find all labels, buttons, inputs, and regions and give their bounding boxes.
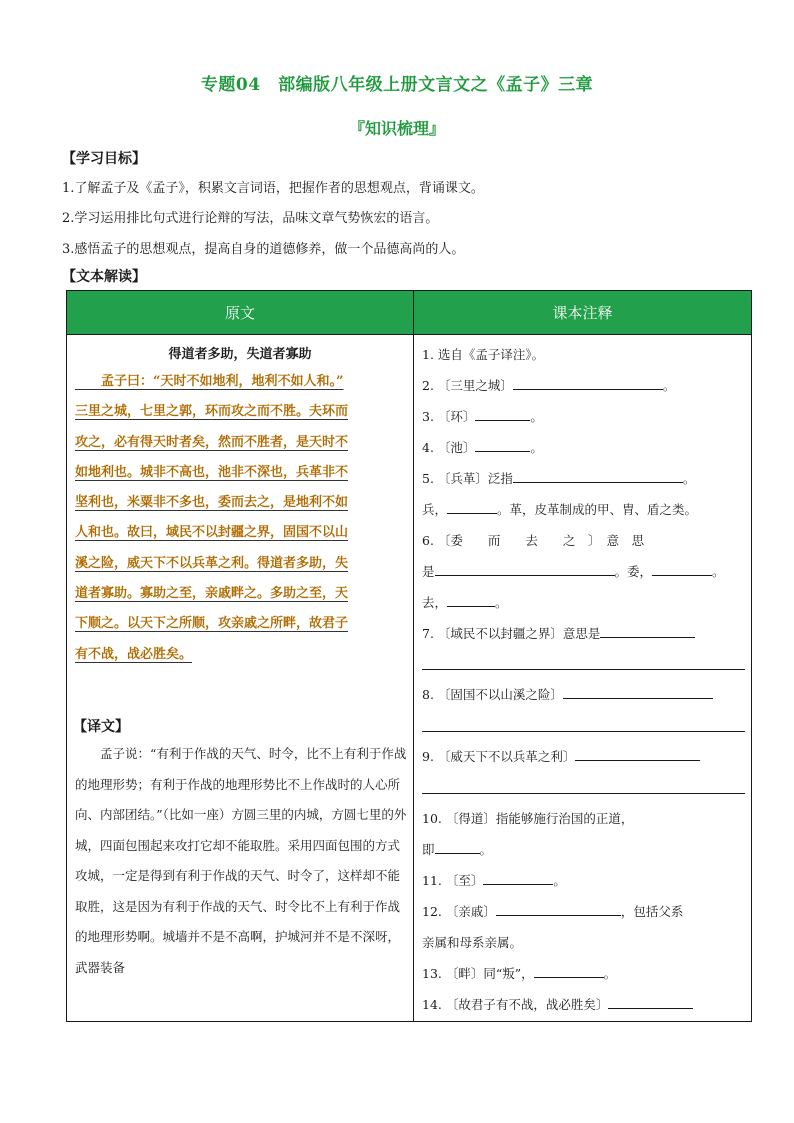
note-5: 5. 〔兵革〕泛指 。 <box>422 471 696 486</box>
passage-line: 坚利也，米粟非不多也，委而去之，是地利不如 <box>75 495 349 511</box>
objective-3: 3.感悟孟子的思想观点，提高自身的道德修养，做一个品德高尚的人。 <box>62 242 465 257</box>
notes-cell <box>414 335 752 1022</box>
page-subtitle: 『知识梳理』 <box>348 119 445 138</box>
note-10-cont: 即 。 <box>422 842 493 857</box>
note-13: 13. 〔畔〕同“叛”， 。 <box>422 966 617 981</box>
note-12-cont: 亲属和母系亲属。 <box>422 935 523 950</box>
note-14: 14. 〔故君子有不战，战必胜矣〕 <box>422 995 747 1013</box>
note-6-cont: 是 。委， 。 <box>422 564 725 579</box>
passage-line: 溪之险，威天下不以兵革之利。得道者多助，失 <box>75 555 349 571</box>
note-4: 4. 〔池〕 。 <box>422 440 543 455</box>
passage-title: 得道者多助，失道者寡助 <box>168 347 312 362</box>
passage-line: 如地利也。城非不高也，池非不深也，兵革非不 <box>75 464 349 480</box>
passage-line: 孟子曰：“天时不如地利，地利不如人和。” <box>75 374 344 389</box>
passage-line: 有不战，战必胜矣。 <box>75 646 193 662</box>
objective-1: 1.了解孟子及《孟子》，积累文言词语，把握作者的思想观点，背诵课文。 <box>62 181 484 196</box>
note-11: 11. 〔至〕 。 <box>422 873 566 888</box>
note-10: 10. 〔得道〕指能够施行治国的正道， <box>422 811 634 826</box>
col-notes-header: 课本注释 <box>414 291 752 335</box>
passage-line: 道者寡助。寡助之至，亲戚畔之。多助之至，天 <box>75 586 349 602</box>
objective-2: 2.学习运用排比句式进行论辩的写法，品味文章气势恢宏的语言。 <box>62 211 439 226</box>
translation-label: 【译文】 <box>73 719 129 735</box>
original-cell <box>67 335 414 1022</box>
translation-text: 孟子说：“有利于作战的天气、时令，比不上有利于作战的地理形势；有利于作战的地理形势比不上作战时的人心所向、内部团结。”（比如一座）方圆三里的内城，方圆七里的外城，四面包围起来攻打它却不能取胜。采用四面包围的方式攻城，一定是得到有利于作战的天气、时令了，这样却不能取胜，这是因为有利于作战的天气、时令比不上有利于作战的地理形势啊。城墙并不是不高啊，护城河并不是不深呀，武器装备 <box>75 746 407 975</box>
passage-line: 攻之，必有得天时者矣，然而不胜者，是天时不 <box>75 434 349 450</box>
answer-line <box>422 669 745 670</box>
reading-table <box>66 290 752 1022</box>
note-5-cont: 兵， 。革，皮革制成的甲、胄、盾之类。 <box>422 502 698 517</box>
note-6-cont2: 去， 。 <box>422 595 508 610</box>
note-12: 12. 〔亲戚〕 ，包括父系 <box>422 904 684 919</box>
objectives-heading: 【学习目标】 <box>62 151 146 167</box>
page-title: 专题04 部编版八年级上册文言文之《孟子》三章 <box>200 75 594 95</box>
note-2: 2. 〔三里之城〕 。 <box>422 378 676 393</box>
answer-line <box>422 731 745 732</box>
note-1: 1. 选自《孟子译注》。 <box>422 347 545 362</box>
note-3: 3. 〔环〕 。 <box>422 409 543 424</box>
passage-line: 下顺之。以天下之所顺，攻亲戚之所畔，故君子 <box>75 616 349 632</box>
answer-line <box>422 793 745 794</box>
note-8: 8. 〔固国不以山溪之险〕 <box>422 685 747 703</box>
passage-line: 人和也。故曰，域民不以封疆之界，固国不以山 <box>75 525 349 541</box>
note-7: 7. 〔域民不以封疆之界〕意思是 <box>422 624 747 642</box>
note-9: 9. 〔威天下不以兵革之利〕 <box>422 747 747 765</box>
note-6: 6. 〔委 而 去 之 〕 意 思 <box>422 533 645 548</box>
col-original-header: 原文 <box>67 291 414 335</box>
passage-line: 三里之城，七里之郭，环而攻之而不胜。夫环而 <box>75 404 349 420</box>
reading-heading: 【文本解读】 <box>62 269 146 285</box>
passage-text <box>75 367 405 670</box>
